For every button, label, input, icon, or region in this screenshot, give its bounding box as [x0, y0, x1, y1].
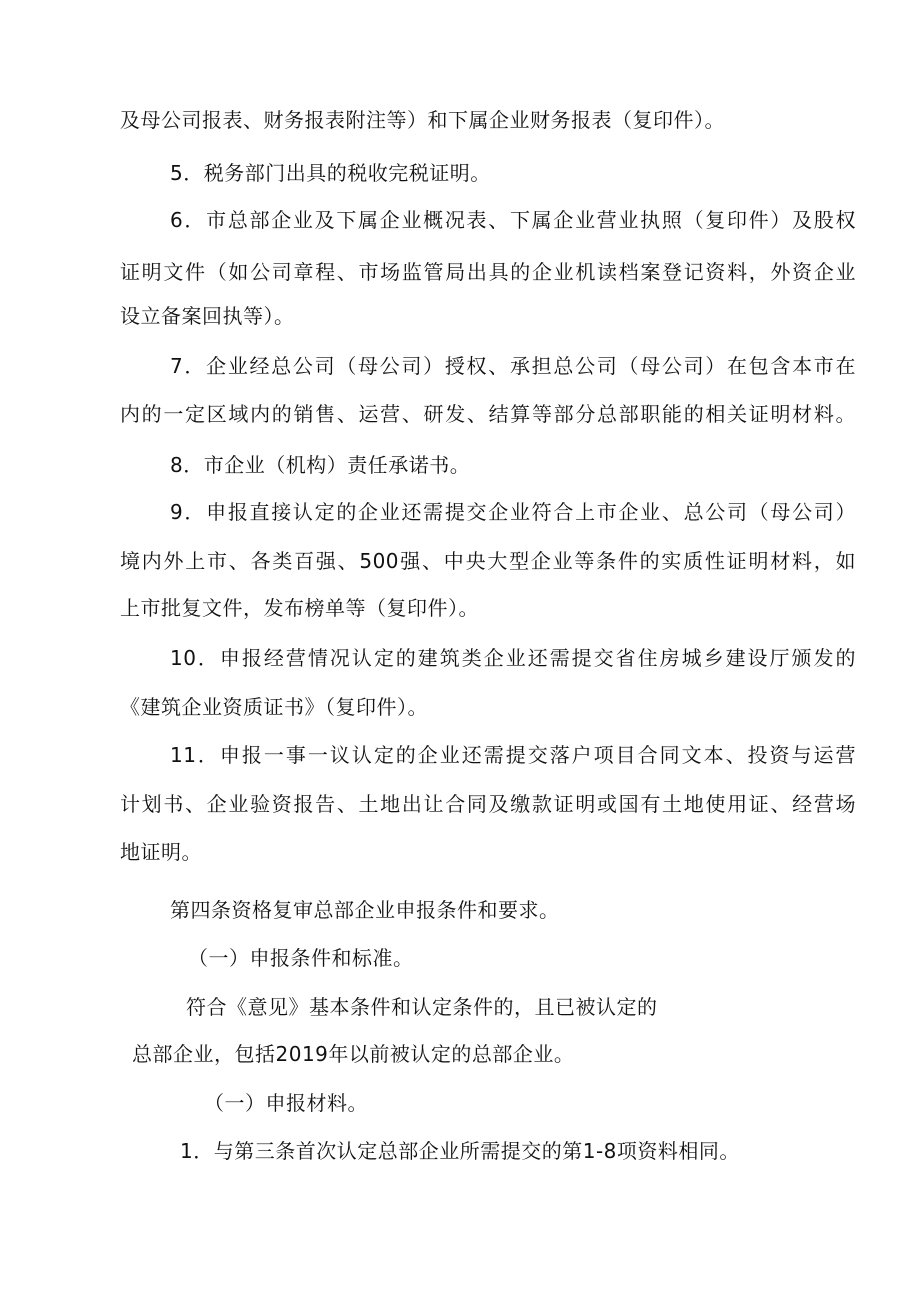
text-line-21: （一）申报材料。: [204, 1091, 368, 1115]
text-line-9: 9．申报直接认定的企业还需提交企业符合上市企业、总公司（母公司）: [170, 500, 856, 524]
text-line-16: 地证明。: [120, 840, 202, 864]
text-line-2: 5．税务部门出具的税收完税证明。: [170, 161, 491, 185]
text-line-18: （一）申报条件和标准。: [188, 946, 414, 970]
text-line-7: 内的一定区域内的销售、运营、研发、结算等部分总部职能的相关证明材料。: [120, 402, 856, 426]
text-line-14: 11．申报一事一议认定的企业还需提交落户项目合同文本、投资与运营: [170, 743, 856, 767]
text-line-12: 10．申报经营情况认定的建筑类企业还需提交省住房城乡建设厅颁发的: [170, 646, 856, 670]
text-line-22: 1．与第三条首次认定总部企业所需提交的第1-8项资料相同。: [180, 1139, 740, 1163]
text-line-4: 证明文件（如公司章程、市场监管局出具的企业机读档案登记资料，外资企业: [120, 260, 856, 284]
text-line-20: 总部企业，包括2019年以前被认定的总部企业。: [132, 1042, 575, 1066]
text-line-19: 符合《意见》基本条件和认定条件的，且已被认定的: [186, 995, 658, 1019]
text-line-15: 计划书、企业验资报告、土地出让合同及缴款证明或国有土地使用证、经营场: [120, 792, 856, 816]
text-line-17: 第四条资格复审总部企业申报条件和要求。: [170, 898, 560, 922]
text-line-8: 8．市企业（机构）责任承诺书。: [170, 453, 471, 477]
text-line-6: 7．企业经总公司（母公司）授权、承担总公司（母公司）在包含本市在: [170, 354, 856, 378]
text-line-5: 设立备案回执等）。: [120, 304, 295, 328]
text-line-13: 《建筑企业资质证书》（复印件）。: [120, 695, 428, 719]
text-line-10: 境内外上市、各类百强、500强、中央大型企业等条件的实质性证明材料，如: [120, 549, 856, 573]
text-line-3: 6．市总部企业及下属企业概况表、下属企业营业执照（复印件）及股权: [170, 208, 856, 232]
text-line-1: 及母公司报表、财务报表附注等）和下属企业财务报表（复印件）。: [120, 108, 725, 132]
text-line-11: 上市批复文件，发布榜单等（复印件）。: [120, 596, 479, 620]
